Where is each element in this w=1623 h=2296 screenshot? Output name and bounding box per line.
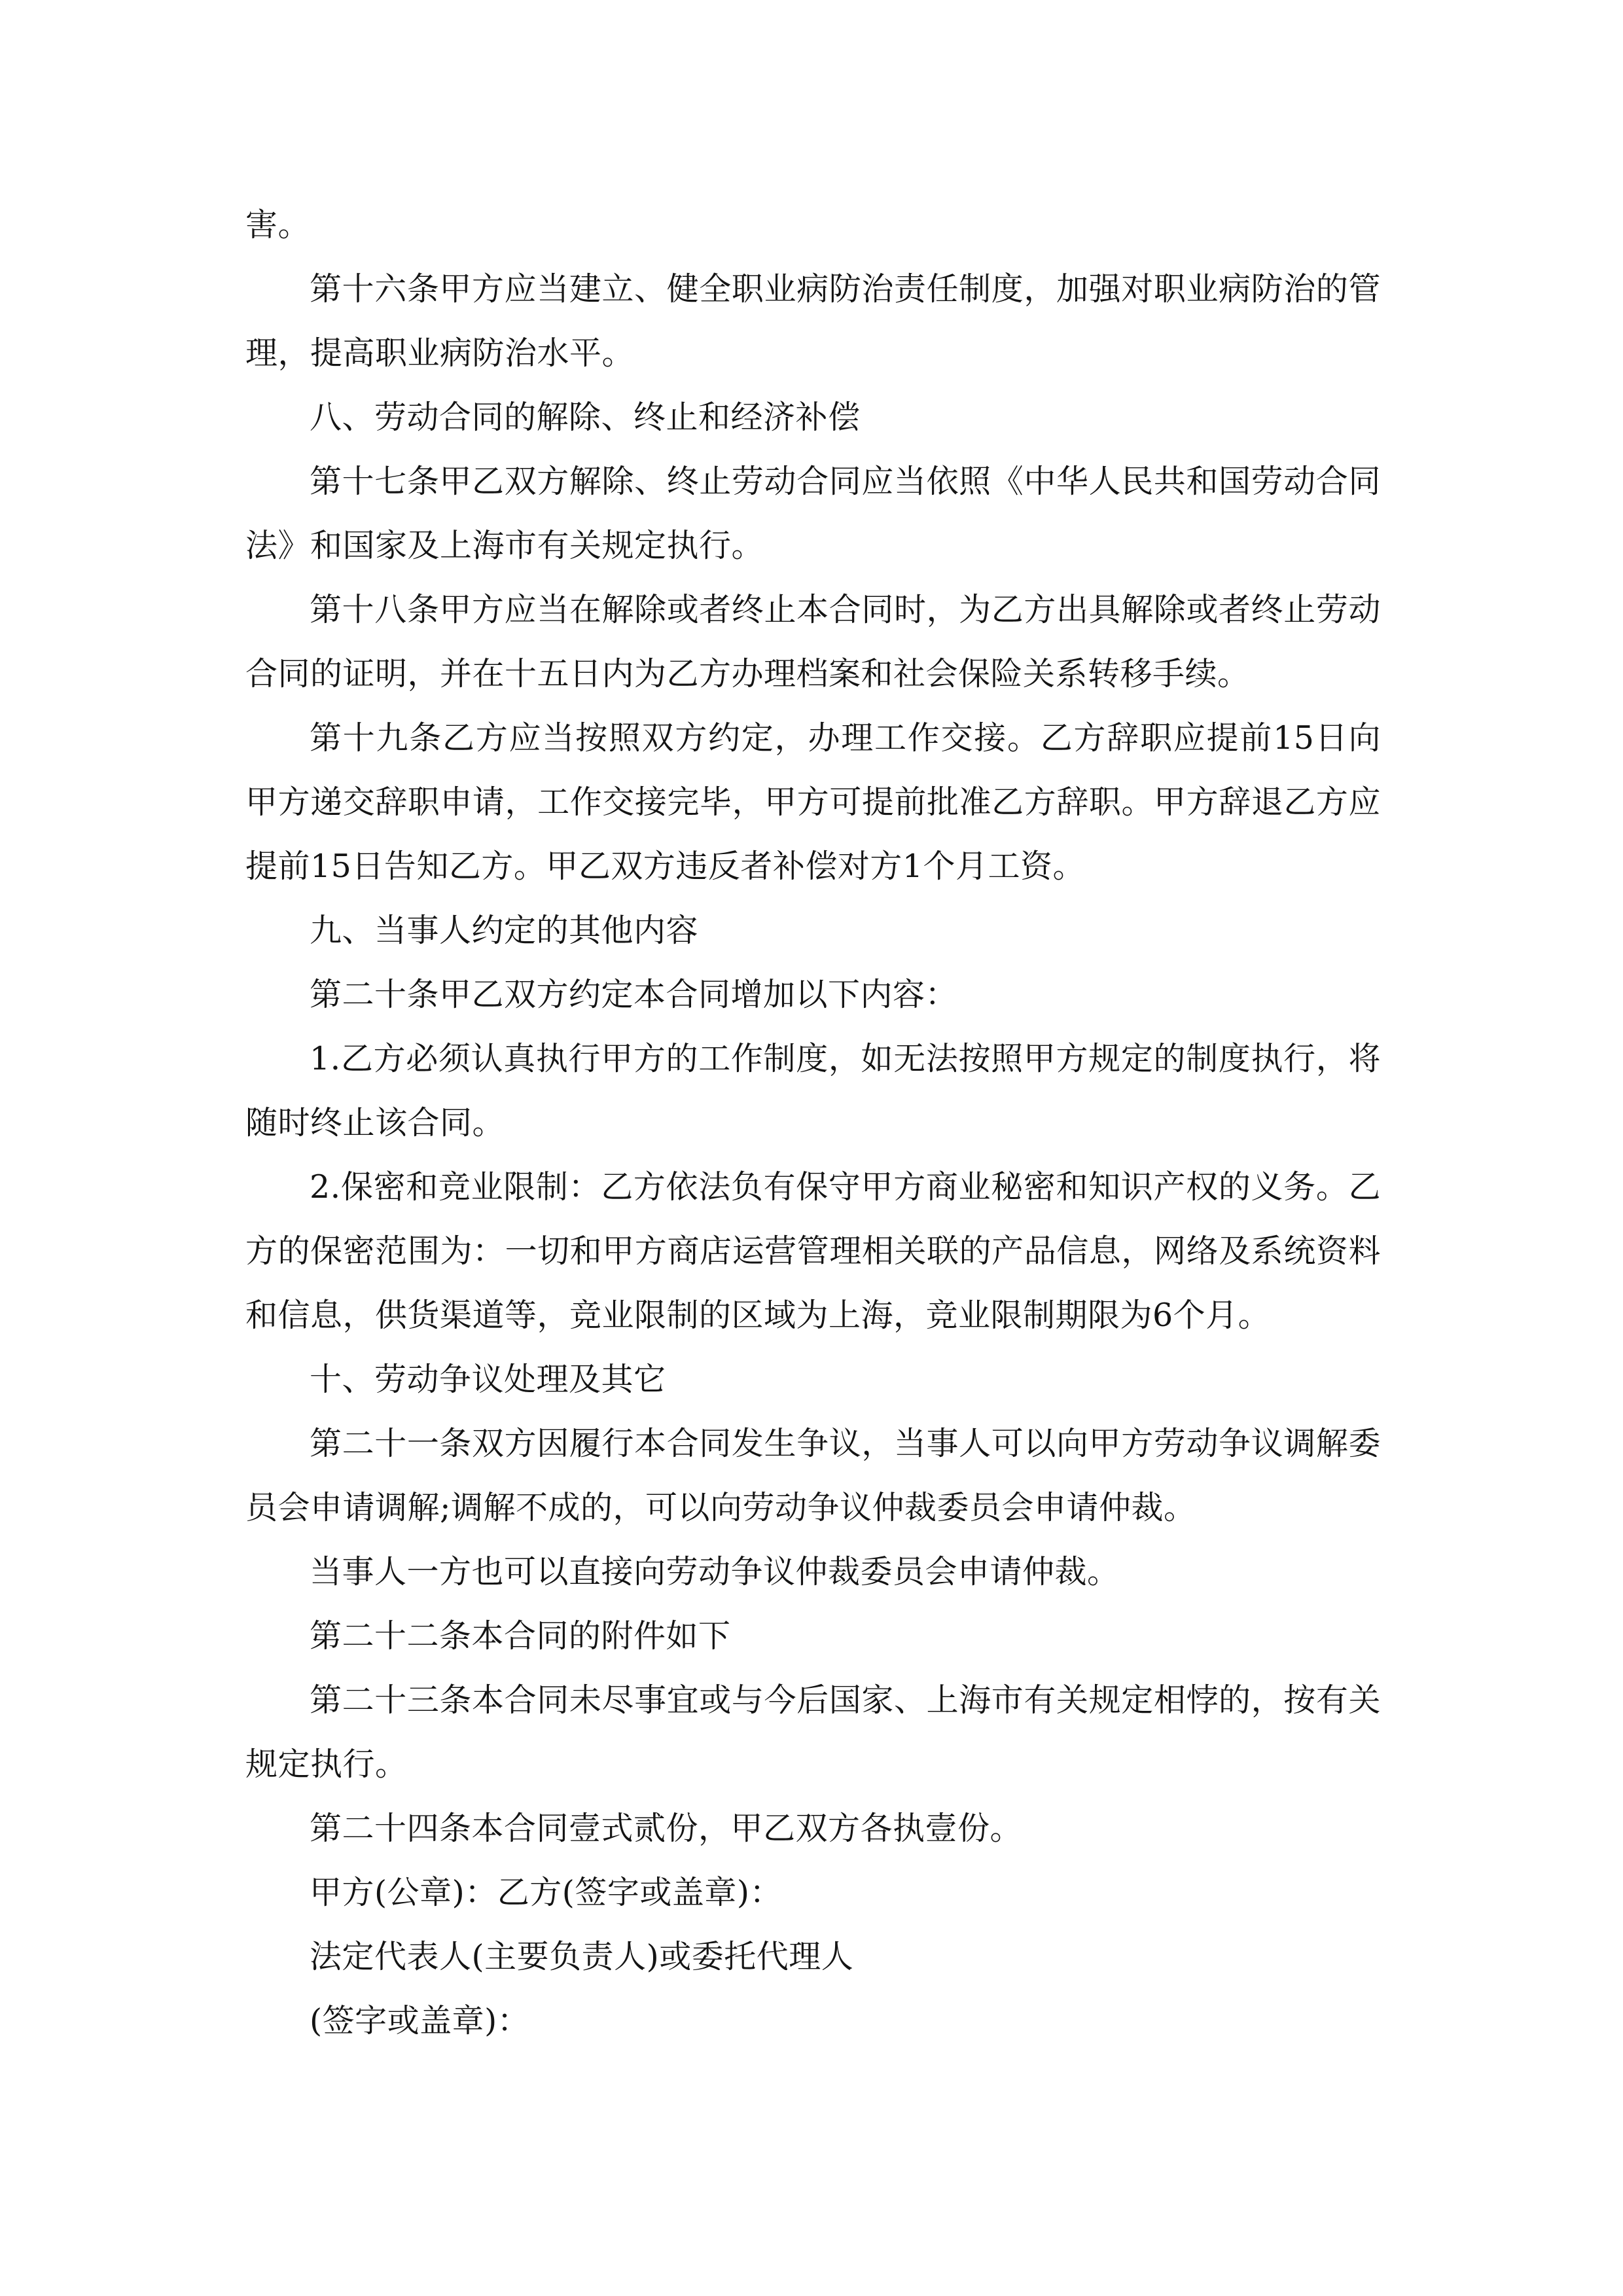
section-heading-10: 十、劳动争议处理及其它	[310, 1361, 666, 1398]
paragraph-1: 害。	[245, 206, 311, 243]
paragraph-2: 第十六条甲方应当建立、健全职业病防治责任制度，加强对职业病防治的管理，提高职业病防治水平。	[245, 270, 1381, 372]
section-heading-9: 九、当事人约定的其他内容	[310, 912, 699, 949]
paragraph-article-18: 第十八条甲方应当在解除或者终止本合同时，为乙方出具解除或者终止劳动合同的证明，并在十五日内为乙方办理档案和社会保险关系转移手续。	[245, 591, 1381, 692]
paragraph-article-24: 第二十四条本合同壹式贰份，甲乙双方各执壹份。	[310, 1810, 1023, 1847]
paragraph-item-1: 1.乙方必须认真执行甲方的工作制度，如无法按照甲方规定的制度执行，将随时终止该合同。	[245, 1040, 1381, 1141]
signature-party-line: 甲方(公章)：乙方(签字或盖章)：	[310, 1874, 782, 1911]
signature-representative-line: 法定代表人(主要负责人)或委托代理人	[310, 1938, 854, 1975]
paragraph-article-20: 第二十条甲乙双方约定本合同增加以下内容：	[310, 976, 958, 1013]
paragraph-article-22: 第二十二条本合同的附件如下	[310, 1617, 731, 1655]
paragraph-article-21: 第二十一条双方因履行本合同发生争议，当事人可以向甲方劳动争议调解委员会申请调解;调解不成的，可以向劳动争议仲裁委员会申请仲裁。	[245, 1425, 1381, 1526]
section-heading-8: 八、劳动合同的解除、终止和经济补偿	[310, 399, 861, 436]
paragraph-item-2: 2.保密和竞业限制：乙方依法负有保守甲方商业秘密和知识产权的义务。乙方的保密范围为：一切和甲方商店运营管理相关联的产品信息，网络及系统资料和信息，供货渠道等，竞业限制的区域为上海，竞业限制期限为6个月。	[245, 1168, 1381, 1334]
paragraph-article-23: 第二十三条本合同未尽事宜或与今后国家、上海市有关规定相悖的，按有关规定执行。	[245, 1681, 1381, 1783]
paragraph-arbitration: 当事人一方也可以直接向劳动争议仲裁委员会申请仲裁。	[310, 1553, 1120, 1590]
signature-seal-line: (签字或盖章)：	[310, 2002, 530, 2039]
paragraph-article-19: 第十九条乙方应当按照双方约定，办理工作交接。乙方辞职应提前15日向甲方递交辞职申请，工作交接完毕，甲方可提前批准乙方辞职。甲方辞退乙方应提前15日告知乙方。甲乙双方违反者补偿对方1个月工资。	[245, 719, 1381, 885]
document-body	[245, 193, 1381, 2053]
paragraph-article-17: 第十七条甲乙双方解除、终止劳动合同应当依照《中华人民共和国劳动合同法》和国家及上海市有关规定执行。	[245, 463, 1381, 564]
